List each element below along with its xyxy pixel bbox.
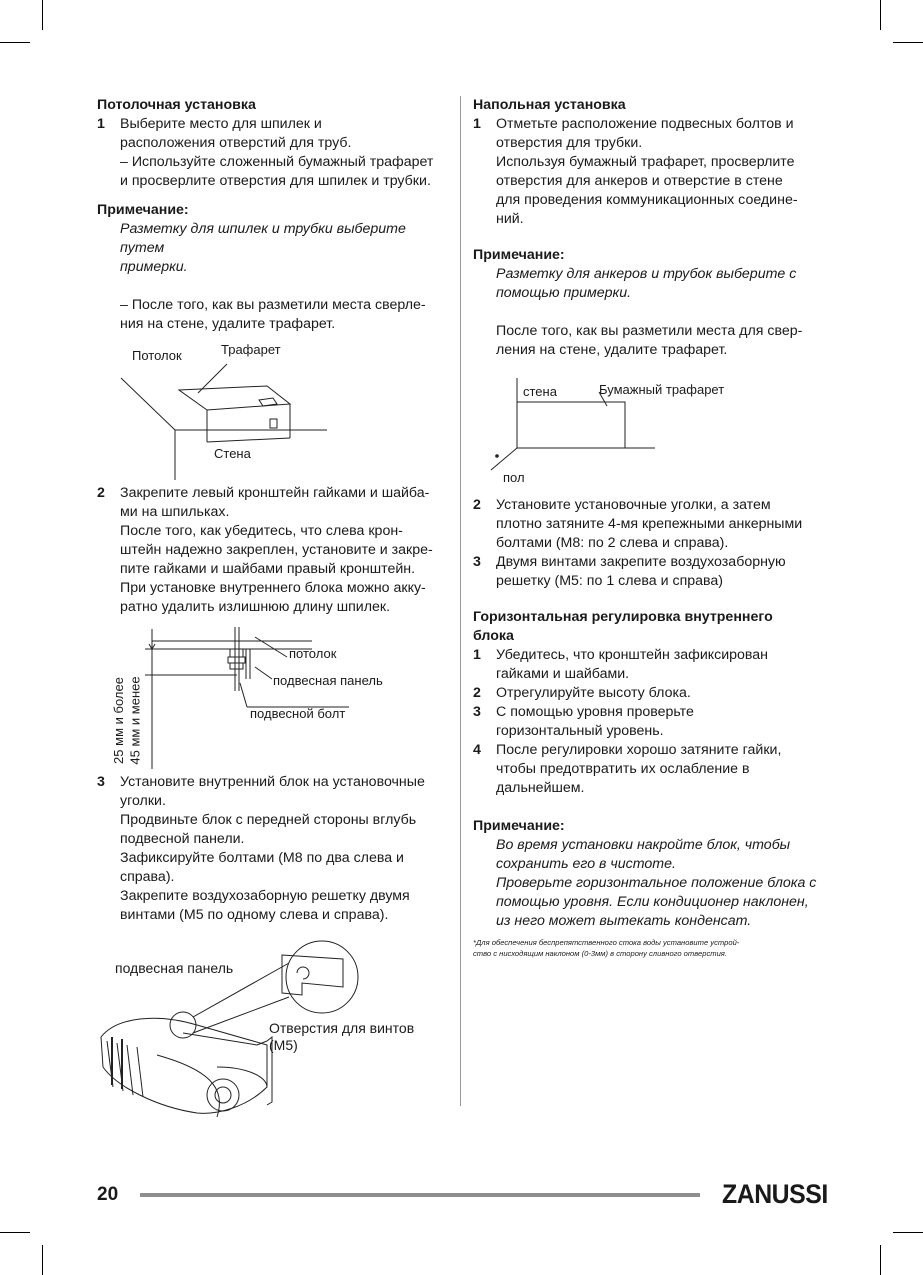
- ceiling-template-diagram: [97, 340, 449, 480]
- step-1: 1 Убедитесь, что кронштейн зафиксирован гайками и шайбами.: [473, 647, 769, 682]
- step-3: 3 Установите внутренний блок на установочные уголки. Продвиньте блок с передней стороны вглубь подвесной панели. Зафиксируйте болтами (М8 по два слева и справа). Закрепите воздухозаборную решетку двумя винтами (М5 по одному слева и справа).: [97, 774, 425, 923]
- crop-mark: [880, 0, 881, 30]
- footnote: *Для обеспечения беспрепятственного стока воды установите устрой-: [473, 938, 740, 947]
- brand-logo: ZANUSSI: [722, 1179, 828, 1209]
- screw-holes-sub-label: (M5): [269, 1037, 298, 1053]
- note-body: Разметку для шпилек и трубки выберите путем примерки. – После того, как вы разметили места сверле- ния на стене, удалите трафарет.: [120, 221, 426, 332]
- template-label: Бумажный трафарет: [599, 382, 725, 397]
- step-1: 1 Выберите место для шпилек и расположения отверстий для труб. – Используйте сложенный бумажный трафарет и просверлите отверстия для шпилек и трубки.: [97, 116, 434, 189]
- step-3: 3 Двумя винтами закрепите воздухозаборную решетку (M5: по 1 слева и справа): [473, 554, 786, 589]
- crop-mark: [893, 1232, 923, 1233]
- panel-label: подвесная панель: [115, 960, 234, 976]
- section-heading-horizontal: Горизонтальная регулировка внутреннего: [473, 609, 773, 625]
- crop-mark: [893, 42, 923, 43]
- note-heading: Примечание:: [473, 247, 565, 263]
- step-3: 3 С помощью уровня проверьте горизонтальный уровень.: [473, 704, 694, 739]
- left-column: [97, 96, 449, 1147]
- note-body: Во время установки накройте блок, чтобы сохранить его в чистоте. Проверьте горизонтальное положение блока с помощью уровня. Если кондиционер наклонен, из него может вытекать конденсат.: [496, 837, 817, 929]
- floor-template-diagram: [473, 372, 825, 490]
- ceiling-label: Потолок: [132, 348, 182, 363]
- crop-mark: [0, 42, 30, 43]
- crop-mark: [42, 1245, 43, 1275]
- page-number: 20: [97, 1184, 119, 1205]
- crop-mark: [0, 1232, 30, 1233]
- ceiling-label: потолок: [289, 646, 337, 661]
- section-heading-ceiling: Потолочная установка: [97, 97, 256, 113]
- step-2: 2 Отрегулируйте высоту блока.: [473, 685, 691, 701]
- footer-rule: [140, 1193, 700, 1197]
- section-heading-horizontal-cont: блока: [473, 628, 514, 644]
- dimension-label-max: 45 мм и менее: [127, 676, 143, 765]
- note-heading: Примечание:: [97, 202, 189, 218]
- column-divider: [460, 96, 461, 1106]
- suspension-bolt-diagram: [97, 619, 449, 771]
- panel-label: подвесная панель: [273, 673, 383, 688]
- floor-label: пол: [503, 470, 525, 485]
- wall-label: стена: [523, 384, 557, 399]
- crop-mark: [880, 1245, 881, 1275]
- note-body: Разметку для анкеров и трубок выберите с помощью примерки. После того, как вы разметили места для свер- ления на стене, удалите трафарет.: [496, 266, 803, 358]
- dimension-label-min: 25 мм и более: [110, 677, 126, 764]
- step-1: 1 Отметьте расположение подвесных болтов и отверстия для трубки. Используя бумажный трафарет, просверлите отверстия для анкеров и отверстие в стене для проведения коммуникационных соедине- ний.: [473, 116, 798, 227]
- crop-mark: [42, 0, 43, 30]
- section-heading-floor: Напольная установка: [473, 97, 626, 113]
- bolt-label: подвесной болт: [250, 706, 346, 721]
- step-2: 2 Установите установочные уголки, а затем плотно затяните 4-мя крепежными анкерными болтами (M8: по 2 слева и справа).: [473, 497, 803, 551]
- indoor-unit-diagram: [97, 937, 449, 1147]
- note-heading: Примечание:: [473, 818, 565, 834]
- step-4: 4 После регулировки хорошо затяните гайки, чтобы предотвратить их ослабление в дальнейшем.: [473, 742, 782, 796]
- wall-label: Стена: [214, 446, 251, 461]
- template-label: Трафарет: [221, 342, 281, 357]
- screw-holes-label: Отверстия для винтов: [269, 1020, 415, 1036]
- right-column: [473, 96, 825, 959]
- step-2: 2 Закрепите левый кронштейн гайками и шайба- ми на шпильках. После того, как убедитесь, что слева крон- штейн надежно закреплен, установите и закре- пите гайками и шайбами правый кронштейн. При установке внутреннего блока можно акку- ратно удалить излишнюю длину шпилек.: [97, 485, 433, 615]
- footnote: ство с нисходящим наклоном (0-3мм) в сторону сливного отверстия.: [473, 949, 727, 958]
